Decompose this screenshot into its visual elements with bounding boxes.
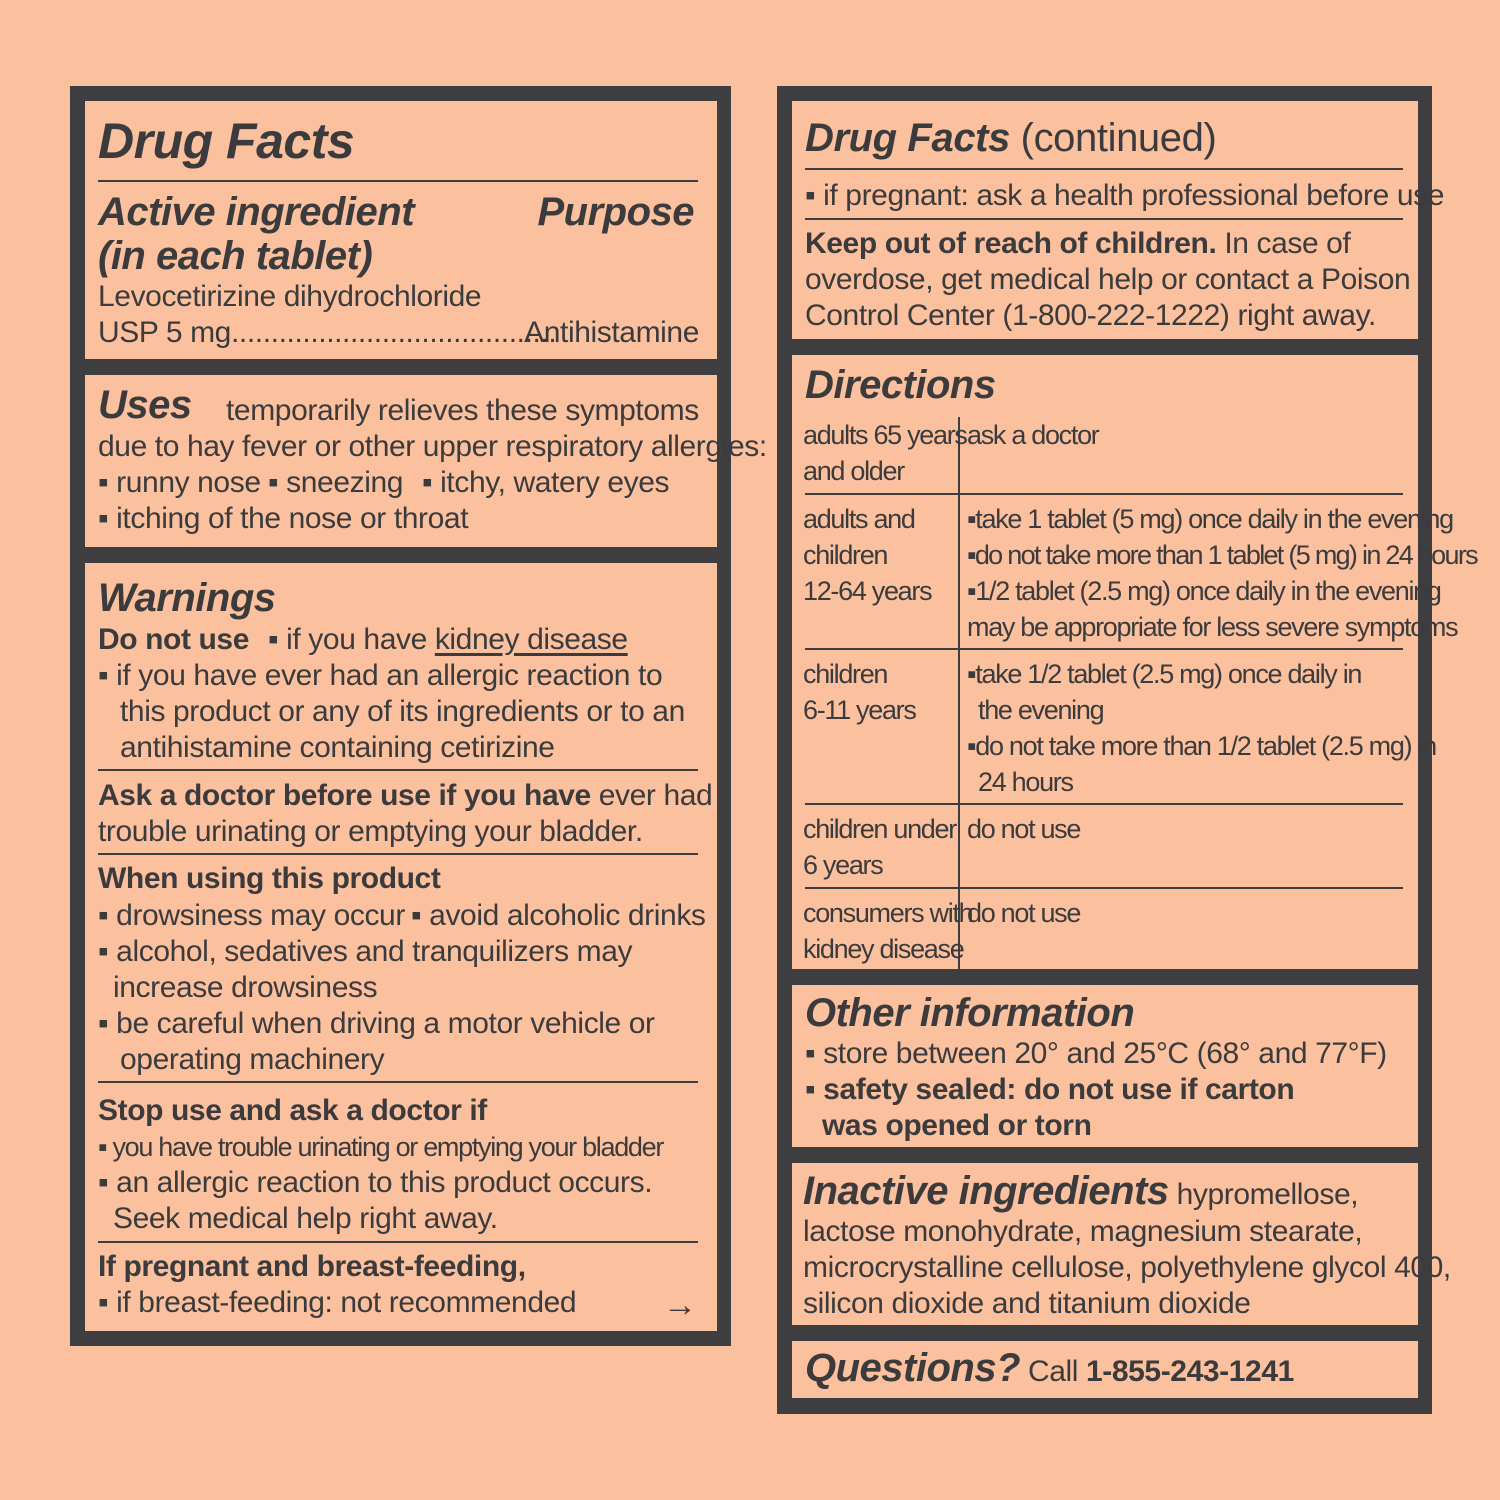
pregnant-bullet-2: ▪ if pregnant: ask a health professional before use — [805, 179, 1444, 212]
directions-section — [792, 355, 1477, 969]
drug-facts-title: Drug Facts — [98, 113, 355, 169]
row-divider — [805, 803, 1403, 805]
stop-use-bullet: ▪ an allergic reaction to this product occurs. — [98, 1166, 653, 1199]
table-cell-age: children — [803, 659, 888, 689]
table-cell-dose: may be appropriate for less severe symptoms — [967, 612, 1458, 642]
divider — [98, 1081, 698, 1083]
do-not-use-bullet-2-cont: antihistamine containing cetirizine — [120, 731, 555, 764]
active-ingredient-section — [85, 101, 717, 359]
table-cell-dose: do not use — [967, 814, 1081, 844]
other-info-bullet: ▪ store between 20° and 25°C (68° and 77°F) — [805, 1037, 1387, 1070]
inactive-ingredients-section — [792, 1163, 1451, 1325]
uses-section — [85, 375, 767, 547]
questions-phone: 1-855-243-1241 — [1085, 1355, 1294, 1388]
active-ingredient-heading: Active ingredient — [98, 190, 415, 234]
table-cell-dose: ▪take 1 tablet (5 mg) once daily in the evening — [967, 504, 1453, 534]
table-cell-age: 12-64 years — [803, 576, 932, 606]
divider — [98, 180, 698, 182]
table-cell-age: consumers with — [803, 898, 973, 928]
other-information-section — [792, 985, 1418, 1147]
use-bullet: ▪ itchy, watery eyes — [422, 466, 670, 499]
table-cell-age: adults 65 years — [803, 420, 967, 450]
do-not-use-bullet-2-cont: this product or any of its ingredients or to an — [120, 695, 685, 728]
continued-title: Drug Facts (continued) — [805, 116, 1217, 160]
when-using-bullet: ▪ drowsiness may occur — [98, 899, 405, 932]
warnings-heading: Warnings — [98, 576, 276, 620]
inactive-ingredients-text: microcrystalline cellulose, polyethylene glycol 400, — [803, 1251, 1451, 1284]
do-not-use-heading: Do not use — [98, 623, 249, 656]
table-cell-dose: ▪do not take more than 1 tablet (5 mg) in 24 hours — [967, 540, 1477, 570]
uses-intro: temporarily relieves these symptoms — [226, 394, 699, 427]
table-cell-age: kidney disease — [803, 934, 964, 964]
row-divider — [805, 887, 1403, 889]
divider — [805, 168, 1403, 170]
directions-heading: Directions — [805, 363, 996, 407]
table-cell-dose: ▪do not take more than 1/2 tablet (2.5 mg) in — [967, 731, 1436, 761]
active-ingredient-heading-2: (in each tablet) — [98, 234, 373, 278]
table-cell-age: 6-11 years — [803, 695, 916, 725]
ingredient-name: Levocetirizine dihydrochloride — [98, 280, 482, 313]
pregnant-heading: If pregnant and breast-feeding, — [98, 1250, 526, 1283]
do-not-use-bullet: ▪ if you have kidney disease — [268, 623, 628, 656]
use-bullet: ▪ runny nose — [98, 466, 261, 499]
table-cell-dose: ▪1/2 tablet (2.5 mg) once daily in the evening — [967, 576, 1441, 606]
inactive-ingredients-text: silicon dioxide and titanium dioxide — [803, 1287, 1251, 1320]
inactive-ingredients-text: lactose monohydrate, magnesium stearate, — [803, 1215, 1363, 1248]
other-info-bullet-cont: was opened or torn — [822, 1109, 1092, 1142]
table-cell-dose: ask a doctor — [967, 420, 1099, 450]
inactive-ingredients-heading: Inactive ingredients — [803, 1169, 1169, 1213]
questions-line: Questions? Call 1-855-243-1241 — [805, 1346, 1294, 1390]
divider — [98, 769, 698, 771]
table-cell-dose: ▪take 1/2 tablet (2.5 mg) once daily in — [967, 659, 1362, 689]
ask-doctor-text: Ask a doctor before use if you have ever had — [98, 779, 713, 812]
uses-heading: Uses — [98, 383, 192, 427]
table-cell-dose: do not use — [967, 898, 1081, 928]
other-information-heading: Other information — [805, 991, 1135, 1035]
when-using-bullet-cont: increase drowsiness — [113, 971, 378, 1004]
divider — [98, 853, 698, 855]
table-cell-age: adults and — [803, 504, 915, 534]
stop-use-bullet-cont: Seek medical help right away. — [113, 1202, 498, 1235]
inactive-ingredients-line: Inactive ingredients hypromellose, — [803, 1169, 1359, 1213]
use-bullet: ▪ itching of the nose or throat — [98, 502, 469, 535]
purpose-heading: Purpose — [537, 190, 694, 234]
table-cell-dose: the evening — [978, 695, 1104, 725]
keep-out-text-3: Control Center (1-800-222-1222) right away. — [805, 299, 1376, 332]
table-cell-age: children — [803, 540, 888, 570]
questions-heading: Questions? — [805, 1346, 1021, 1390]
ingredient-purpose: Antihistamine — [524, 316, 699, 349]
table-cell-age: children under — [803, 814, 956, 844]
warnings-section — [85, 563, 717, 1331]
ingredient-dose: USP 5 mg......................................... — [98, 316, 557, 349]
when-using-bullet: ▪ be careful when driving a motor vehicle or — [98, 1007, 655, 1040]
keep-out-text: Keep out of reach of children. In case of — [805, 227, 1351, 260]
continued-section — [792, 101, 1444, 339]
row-divider — [805, 493, 1403, 495]
table-cell-dose: 24 hours — [978, 767, 1073, 797]
table-cell-age: and older — [803, 456, 904, 486]
stop-use-heading: Stop use and ask a doctor if — [98, 1094, 487, 1127]
pregnant-bullet: ▪ if breast-feeding: not recommended — [98, 1286, 577, 1319]
uses-intro-2: due to hay fever or other upper respiratory allergies: — [98, 430, 767, 463]
use-bullet: ▪ sneezing — [268, 466, 404, 499]
row-divider — [805, 648, 1403, 650]
other-info-bullet: ▪ safety sealed: do not use if carton — [805, 1073, 1295, 1106]
when-using-bullet: ▪ avoid alcoholic drinks — [411, 899, 706, 932]
keep-out-text-2: overdose, get medical help or contact a Poison — [805, 263, 1411, 296]
do-not-use-bullet-2: ▪ if you have ever had an allergic reaction to — [98, 659, 663, 692]
continued-arrow-icon: → — [663, 1286, 697, 1324]
questions-section — [792, 1341, 1418, 1398]
ask-doctor-text-2: trouble urinating or emptying your bladder. — [98, 815, 643, 848]
table-cell-age: 6 years — [803, 850, 883, 880]
when-using-bullet-cont: operating machinery — [120, 1043, 385, 1076]
kidney-disease-text: kidney disease — [434, 623, 628, 656]
stop-use-bullet: ▪ you have trouble urinating or emptying your bladder — [98, 1132, 664, 1162]
divider — [805, 218, 1403, 220]
when-using-bullet: ▪ alcohol, sedatives and tranquilizers may — [98, 935, 633, 968]
divider — [98, 1241, 698, 1243]
when-using-heading: When using this product — [98, 862, 441, 895]
